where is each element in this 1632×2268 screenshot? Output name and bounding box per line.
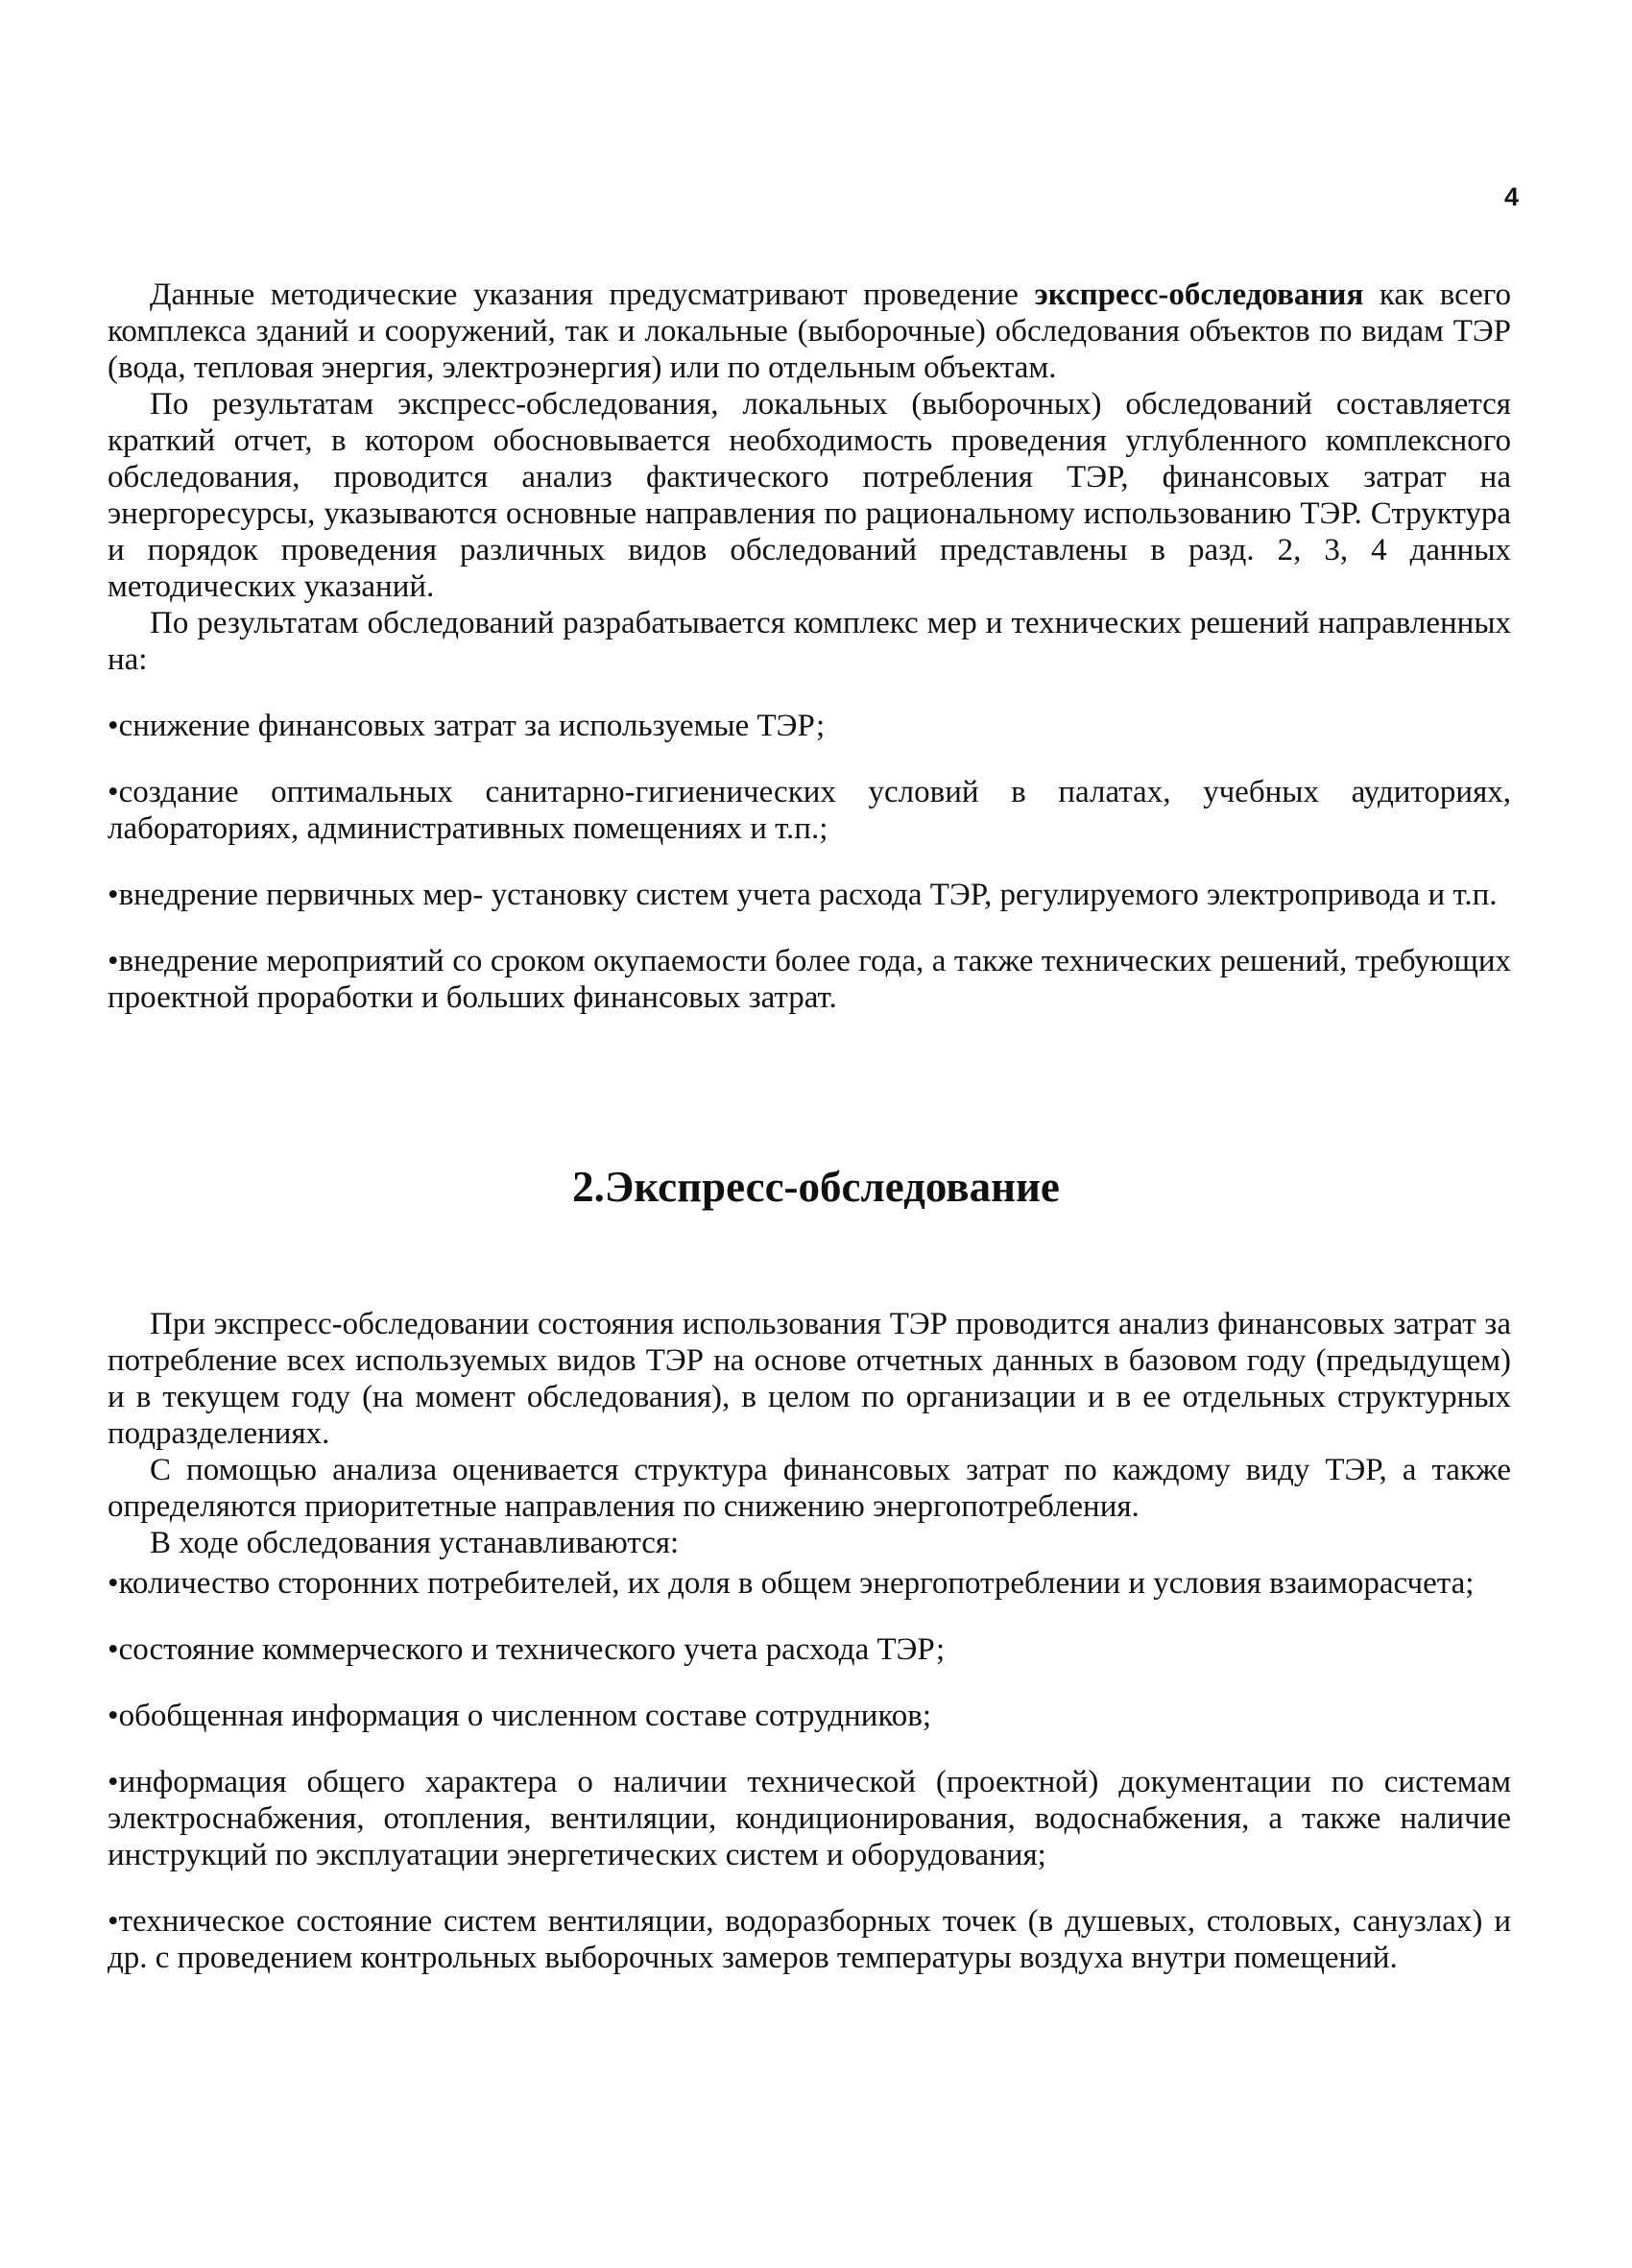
measures-list-item [108, 877, 1511, 913]
survey-paragraph-2: С помощью анализа оценивается структура финансовых затрат по каждому виду ТЭР, а также определяются приоритетные направления по снижению энергопотребления. [108, 1453, 1511, 1524]
express-survey-section [108, 1306, 1511, 1976]
intro-section [108, 277, 1511, 1016]
survey-list-item [108, 1631, 1511, 1668]
measures-list-item-text: внедрение первичных мер- установку систем учета расхода ТЭР, регулируемого электропривода и т.п. [118, 878, 1498, 912]
measures-list-item [108, 708, 1511, 744]
survey-paragraph-1: При экспресс-обследовании состояния использования ТЭР проводится анализ финансовых затрат за потребление всех используемых видов ТЭР на основе отчетных данных в базовом году (предыдущем) и в текущем году (на момент обследования), в целом по организации и в ее отдельных структурных подразделениях. [108, 1307, 1511, 1451]
survey-list-item-text: обобщенная информация о численном составе сотрудников; [118, 1699, 932, 1733]
measures-list-item-text: создание оптимальных санитарно-гигиенических условий в палатах, учебных аудиториях, лабораториях, административных помещениях и т.п.; [108, 775, 1511, 846]
survey-list-item-text: техническое состояние систем вентиляции, водоразборных точек (в душевых, столовых, санузлах) и др. с проведением контрольных выборочных замеров температуры воздуха внутри помещений. [108, 1904, 1511, 1975]
intro-paragraph-1 [108, 277, 1511, 386]
survey-list-item-text: информация общего характера о наличии технической (проектной) документации по системам электроснабжения, отопления, вентиляции, кондиционирования, водоснабжения, а также наличие инструкций по эксплуатации энергетических систем и оборудования; [108, 1765, 1511, 1872]
measures-list-item [108, 943, 1511, 1016]
page-number: 4 [1503, 182, 1519, 211]
survey-list-item [108, 1764, 1511, 1873]
survey-list-item-text: количество сторонних потребителей, их доля в общем энергопотреблении и условия взаиморасчета; [118, 1566, 1475, 1601]
express-survey-term: экспресс-обследования [1034, 277, 1364, 312]
intro-paragraph-2: По результатам экспресс-обследования, локальных (выборочных) обследований составляется краткий отчет, в котором обосновывается необходимость проведения углубленного комплексного обследования, проводится анализ фактического потребления ТЭР, финансовых затрат на энергоресурсы, указываются основные направления по рациональному использованию ТЭР. Структура и порядок проведения различных видов обследований представлены в разд. 2, 3, 4 данных методических указаний. [108, 387, 1511, 604]
survey-list-item-text: состояние коммерческого и технического учета расхода ТЭР; [118, 1632, 946, 1667]
survey-list-item [108, 1903, 1511, 1976]
intro-paragraph-3: По результатам обследований разрабатывается комплекс мер и технических решений направленных на: [108, 606, 1511, 677]
intro-paragraph-1-start: Данные методические указания предусматривают проведение [150, 277, 1035, 312]
survey-list-item [108, 1565, 1511, 1602]
measures-list-item-text: снижение финансовых затрат за используемые ТЭР; [118, 709, 826, 743]
survey-list-item [108, 1698, 1511, 1734]
measures-list-item [108, 774, 1511, 847]
measures-list-item-text: внедрение мероприятий со сроком окупаемости более года, а также технических решений, требующих проектной проработки и больших финансовых затрат. [108, 944, 1511, 1015]
survey-paragraph-3: В ходе обследования устанавливаются: [150, 1526, 680, 1560]
section-heading: 2.Экспресс-обследование [572, 1163, 1060, 1211]
intro-paragraph-1-end: как всего комплекса зданий и сооружений, так и локальные (выборочные) обследования объектов по видам ТЭР (вода, тепловая энергия, электроэнергия) или по отдельным объектам. [108, 277, 1511, 385]
